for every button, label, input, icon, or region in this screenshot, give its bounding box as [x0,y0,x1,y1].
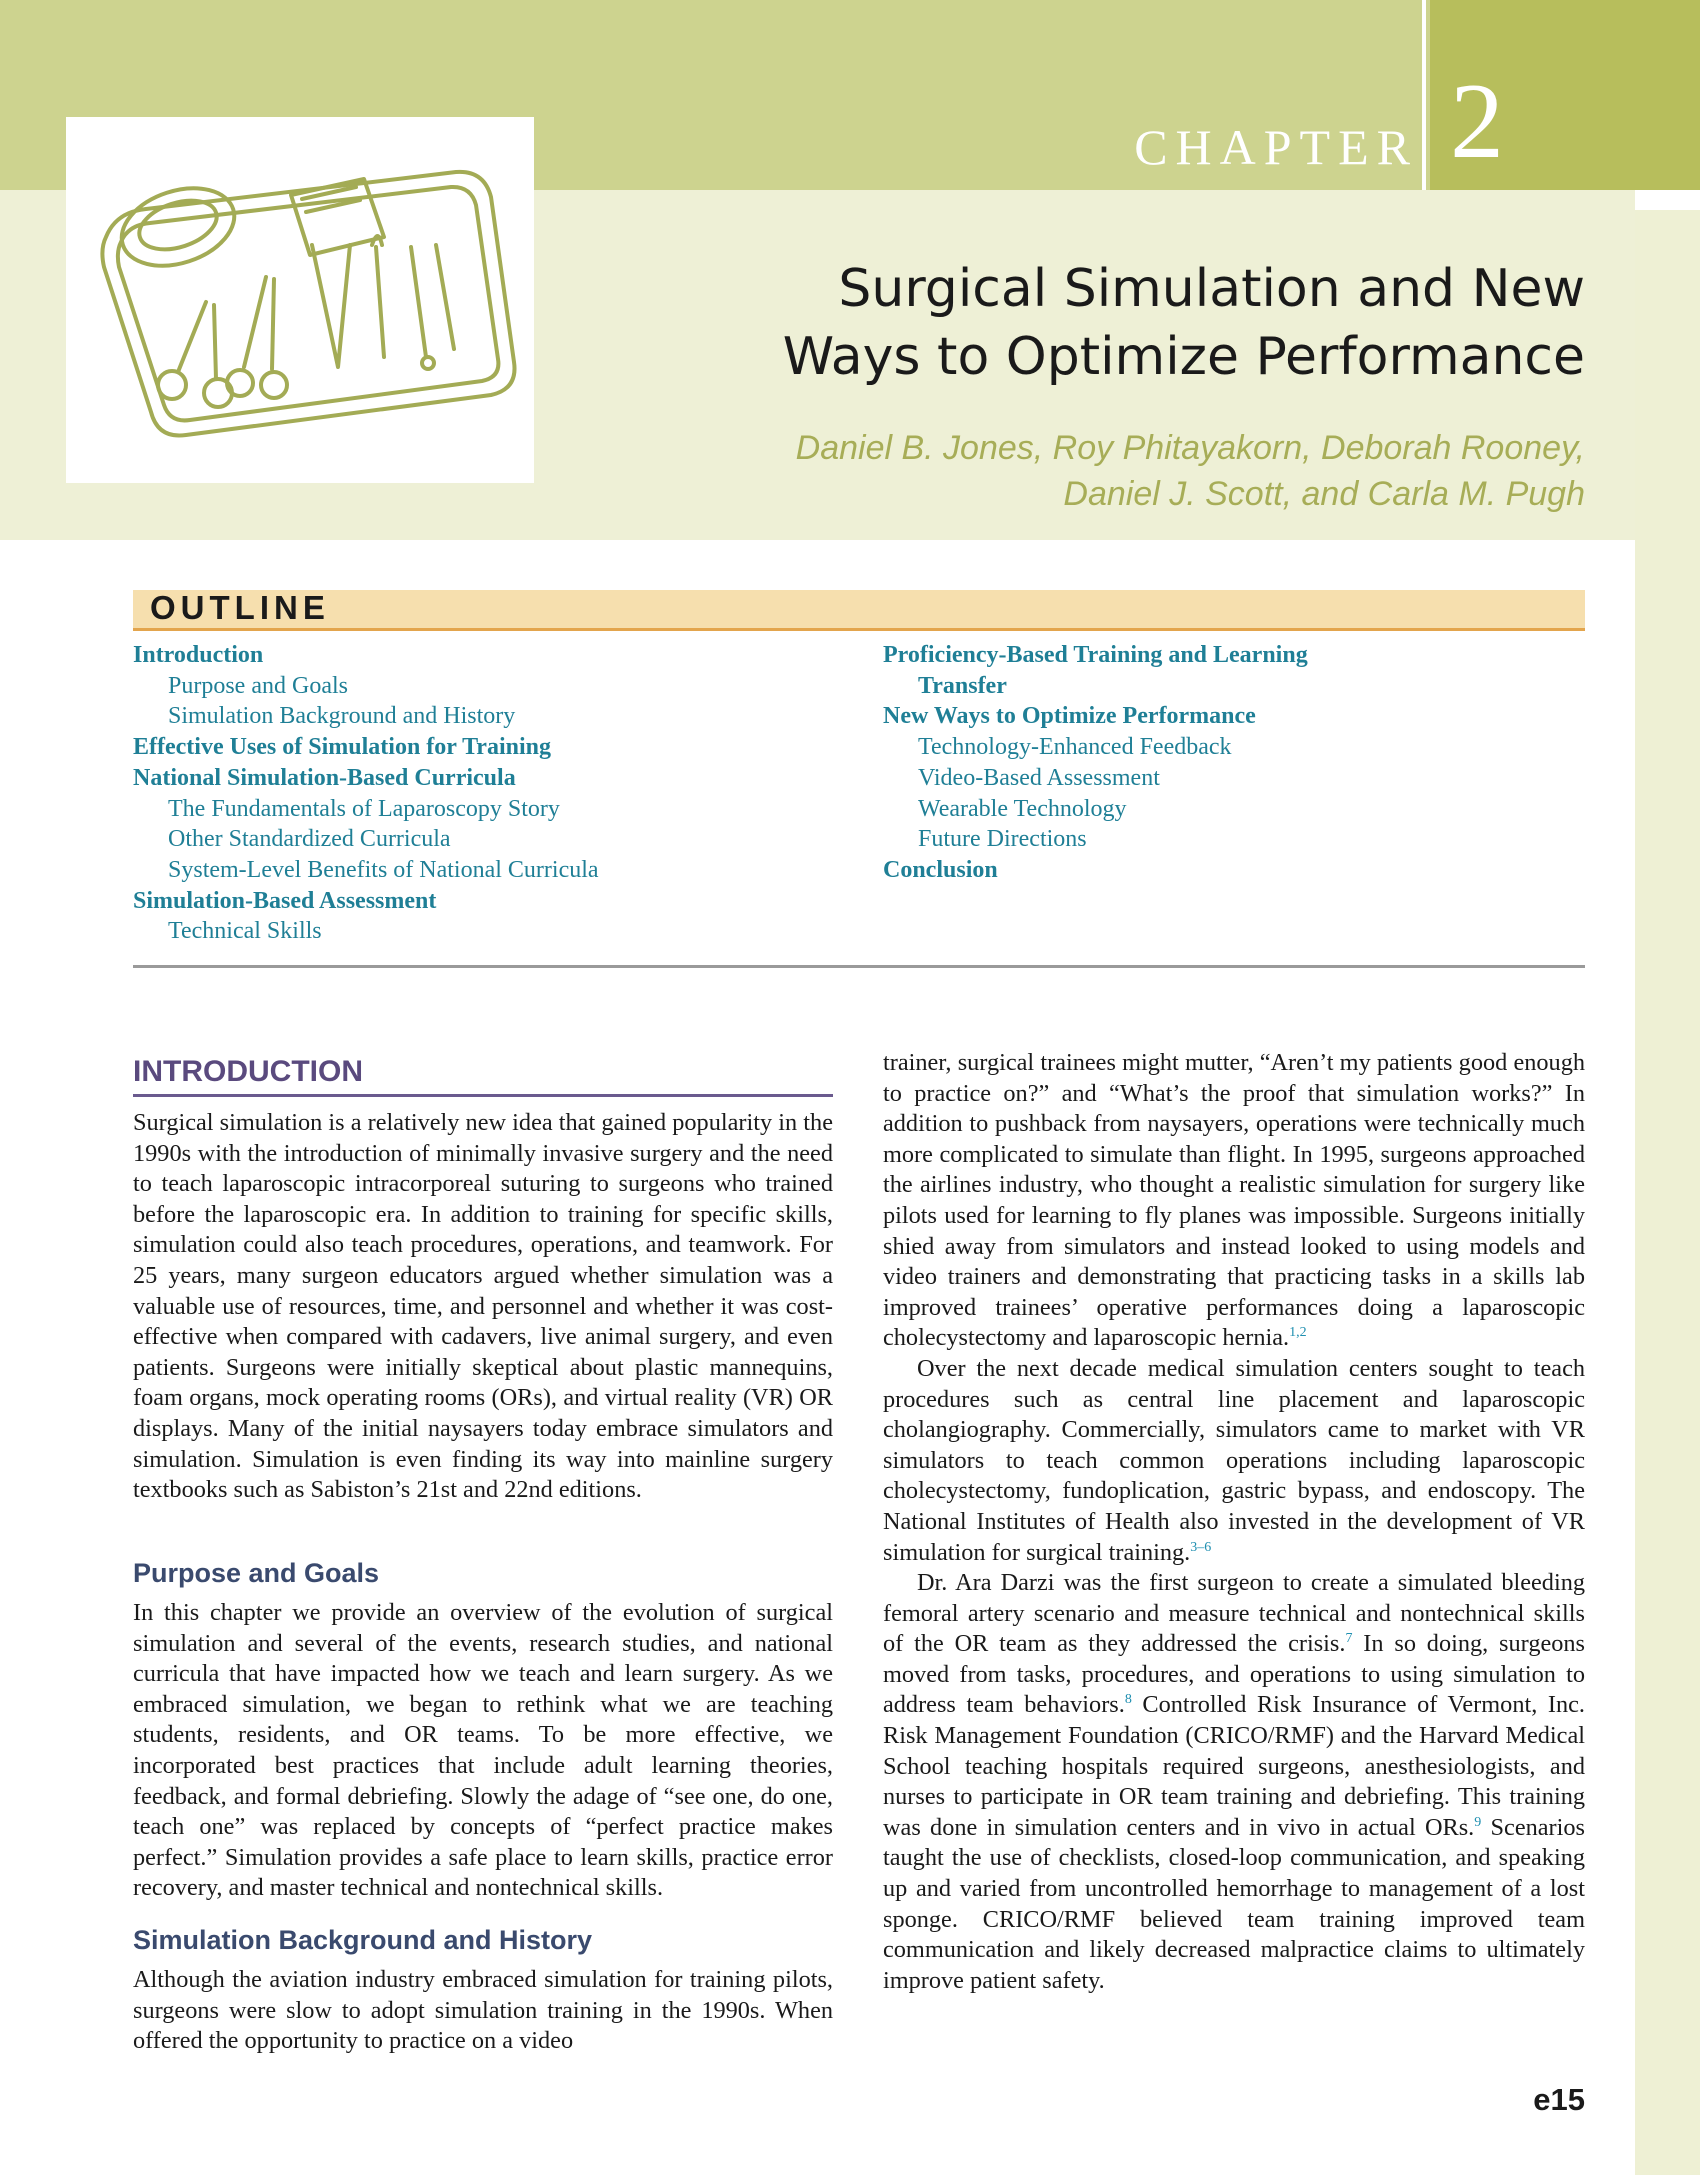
margin-strip [1635,210,1700,2175]
background-heading: Simulation Background and History [133,1925,593,1955]
citation-8[interactable]: 8 [1124,1692,1132,1708]
outline-link-new-ways[interactable]: New Ways to Optimize Performance [883,703,1256,730]
page-number: e15 [1533,2082,1585,2117]
outline-link-fls-story[interactable]: The Fundamentals of Laparoscopy Story [168,795,560,822]
chapter-label: CHAPTER [1134,119,1418,175]
outline-link-future-directions[interactable]: Future Directions [918,826,1087,853]
outline-link-simulation-background[interactable]: Simulation Background and History [168,703,516,730]
chapter-authors [680,425,1585,517]
citation-9[interactable]: 9 [1474,1814,1482,1830]
tab-divider [1422,0,1426,190]
right-paragraph-3 [883,1568,1585,1996]
outline-link-simulation-assessment[interactable]: Simulation-Based Assessment [133,887,437,914]
right-paragraph-3-text-b: In so doing, surgeons moved from tasks, procedures, and operations to using simulation to address team behaviors. [883,1630,1585,1719]
chapter-number: 2 [1450,62,1504,181]
introduction-rule [133,1094,833,1097]
citation-1-2[interactable]: 1,2 [1289,1325,1307,1341]
right-paragraph-1 [883,1048,1585,1354]
chapter-illustration [66,117,534,483]
surgical-instrument-tray-icon [66,117,534,483]
citation-3-6[interactable]: 3–6 [1190,1539,1212,1555]
outline-bar [133,590,1585,630]
outline-heading: OUTLINE [150,589,330,626]
introduction-paragraph: Surgical simulation is a relatively new idea that gained popularity in the 1990s with the introduction of minimally invasive surgery and the need to teach laparoscopic intracorporeal suturing to surgeons who trained before the laparoscopic era. In addition to training for specific skills, simulation could also teach procedures, operations, and teamwork. For 25 years, many surgeon educators argued whether simulation was a valuable use of resources, time, and personnel and whether it was cost-effective when compared with cadavers, live animal surgery, and even patients. Surgeons were initially skeptical about plastic mannequins, foam organs, mock operating rooms (ORs), and virtual reality (VR) OR displays. Many of the initial naysayers today embrace simulators and simulation. Simulation is even finding its way into mainline surgery textbooks such as Sabiston’s 21st and 22nd editions. [133,1109,833,1504]
outline-left-column [133,640,833,947]
outline-link-technology-feedback[interactable]: Technology-Enhanced Feedback [918,734,1232,761]
outline-link-proficiency-training-cont[interactable]: Transfer [918,672,1007,699]
outline-link-technical-skills[interactable]: Technical Skills [168,918,322,945]
background-paragraph: Although the aviation industry embraced simulation for training pilots, surgeons were slow to adopt simulation training in the 1990s. When offered the opportunity to practice on a video [133,1966,833,2055]
outline-link-other-curricula[interactable]: Other Standardized Curricula [168,826,451,853]
outline-right-column [883,640,1585,886]
title-line-2: Ways to Optimize Performance [782,327,1585,387]
right-paragraph-2-text: Over the next decade medical simulation centers sought to teach procedures such as central line placement and laparoscopic cholangiography. Commercially, simulators came to market with VR simulators to teach common operations including laparoscopic cholecystectomy, fundoplication, gastric bypass, and endoscopy. The National Institutes of Health also invested in the development of VR simulation for surgical training. [883,1354,1585,1566]
outline-bar-underline [133,628,1585,631]
authors-line-2: Daniel J. Scott, and Carla M. Pugh [1063,475,1585,513]
right-paragraph-2 [883,1354,1585,1568]
citation-7[interactable]: 7 [1345,1631,1353,1647]
outline-link-proficiency-training[interactable]: Proficiency-Based Training and Learning [883,642,1308,668]
outline-link-national-curricula[interactable]: National Simulation-Based Curricula [133,764,516,791]
outline-divider [133,965,1585,968]
purpose-heading: Purpose and Goals [133,1558,380,1588]
outline-link-purpose-and-goals[interactable]: Purpose and Goals [168,672,348,699]
right-column [883,1048,1585,1996]
title-line-1: Surgical Simulation and New [838,259,1585,319]
outline-link-system-level-benefits[interactable]: System-Level Benefits of National Curricula [168,856,599,883]
outline-link-wearable-technology[interactable]: Wearable Technology [918,795,1127,822]
right-paragraph-3-text-d: Scenarios taught the use of checklists, closed-loop communication, and speaking up and varied from uncontrolled hemorrhage to management of a lost sponge. CRICO/RMF believed team training improved team communication and likely decreased malpractice claims to ultimately improve patient safety. [883,1813,1585,1994]
chapter-title [680,255,1585,391]
right-paragraph-1-text: trainer, surgical trainees might mutter, “Aren’t my patients good enough to practice on?” and “What’s the proof that simulation works?” In addition to pushback from naysayers, operations were technically much more complicated to simulate than flight. In 1995, surgeons approached the airlines industry, who thought a realistic simulation for surgery like pilots used for learning to fly planes was impossible. Surgeons initially shied away from simulators and instead looked to using models and video trainers and demonstrating that practicing tasks in a skills lab improved trainees’ operative performances doing a laparoscopic cholecystectomy and laparoscopic hernia. [883,1049,1585,1352]
outline-link-effective-uses[interactable]: Effective Uses of Simulation for Training [133,734,551,761]
right-paragraph-3-text-a: Dr. Ara Darzi was the first surgeon to create a simulated bleeding femoral artery scenario and measure technical and nontechnical skills of the OR team as they addressed the crisis. [883,1569,1585,1658]
right-paragraph-3-text-c: Controlled Risk Insurance of Vermont, Inc. Risk Management Foundation (CRICO/RMF) and the Harvard Medical School teaching hospitals required surgeons, anesthesiologists, and nurses to participate in OR team training and debriefing. This training was done in simulation centers and in vivo in actual ORs. [883,1691,1585,1841]
purpose-paragraph: In this chapter we provide an overview of the evolution of surgical simulation and several of the events, research studies, and national curricula that have impacted how we teach and learn surgery. As we embraced simulation, we began to rethink what we are teaching students, residents, and OR teams. To be more effective, we incorporated best practices that include adult learning theories, feedback, and formal debriefing. Slowly the adage of “see one, do one, teach one” was replaced by concepts of “perfect practice makes perfect.” Simulation provides a safe place to learn skills, practice error recovery, and master technical and nontechnical skills. [133,1599,833,1902]
outline-link-conclusion[interactable]: Conclusion [883,856,998,883]
outline-link-introduction[interactable]: Introduction [133,642,264,668]
introduction-heading: INTRODUCTION [133,1055,363,1088]
authors-line-1: Daniel B. Jones, Roy Phitayakorn, Deborah Rooney, [795,429,1585,467]
outline-link-video-assessment[interactable]: Video-Based Assessment [918,764,1160,791]
